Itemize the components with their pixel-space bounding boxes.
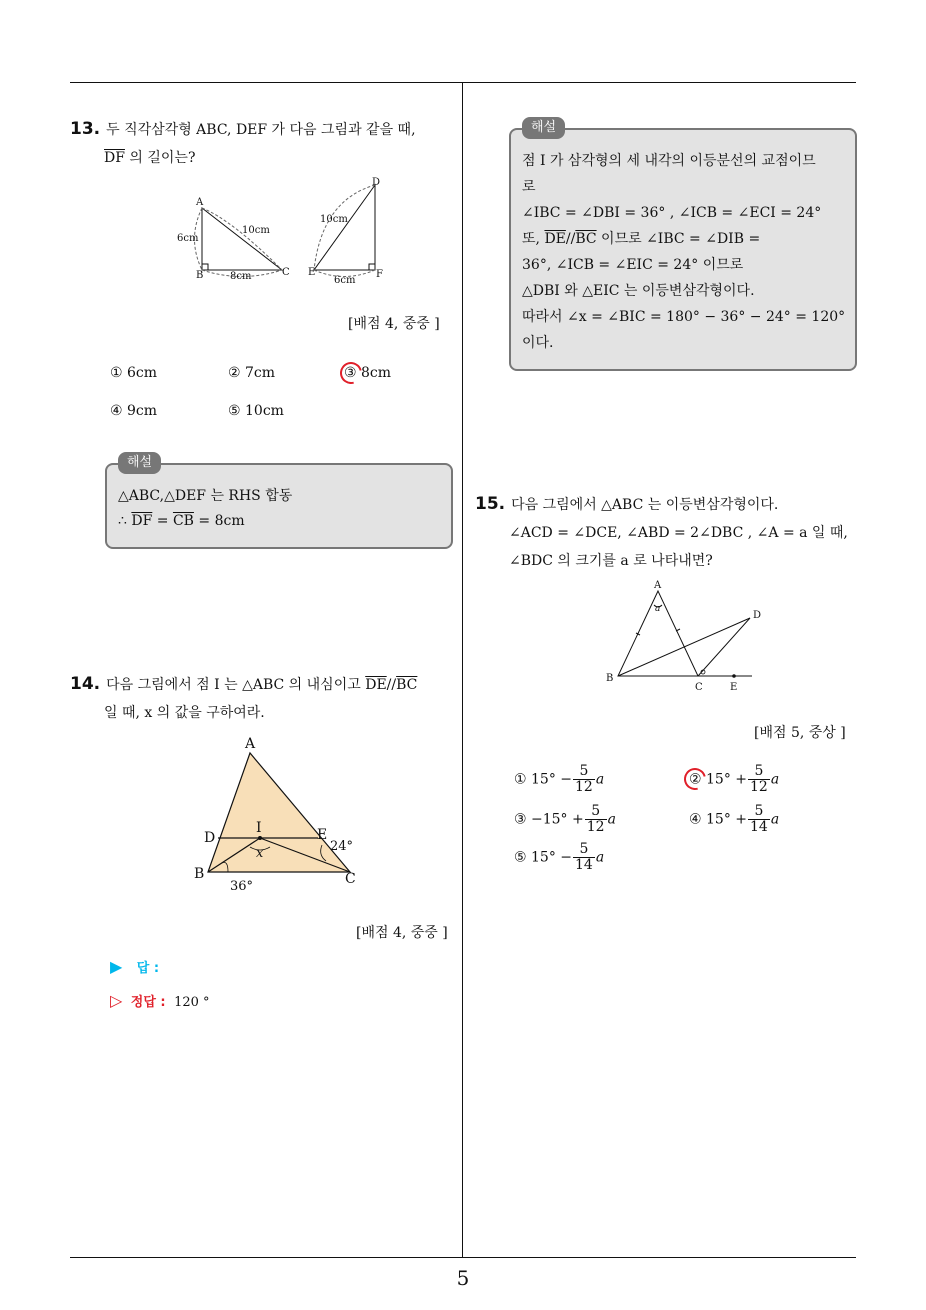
solution-line: 이다. (522, 335, 554, 351)
solution-line: ∠IBC = ∠DBI = 36° , ∠ICB = ∠ECI = 24° (522, 205, 822, 221)
label-angle-24: 24° (330, 839, 354, 854)
question-15 (475, 490, 865, 575)
label-a: A (654, 580, 662, 591)
footer-rule (70, 1257, 856, 1258)
question-text: 일 때, x 의 값을 구하여라. (104, 705, 265, 721)
solution-tab: 해설 (118, 452, 161, 474)
choice-5[interactable]: ⑤ 15° − $\frac{5}{14}$ a (514, 841, 605, 873)
label-d: D (204, 830, 216, 846)
label-angle-a: a (655, 604, 661, 614)
solution-line: 로 (522, 179, 536, 195)
label-f: F (376, 269, 383, 280)
question-text: 두 직각삼각형 ABC, DEF 가 다음 그림과 같을 때, (106, 122, 416, 138)
label-ef-length: 6cm (334, 275, 356, 285)
label-e: E (730, 682, 738, 693)
label-a: A (245, 736, 256, 752)
choice-3[interactable]: ③ 8cm (344, 365, 392, 381)
solution-line: 36°, ∠ICB = ∠EIC = 24° 이므로 (522, 257, 744, 273)
correct-value: 120 ° (174, 995, 210, 1010)
q13-meta: [배점 4, 중중 ] (348, 316, 440, 332)
label-e: E (308, 267, 316, 278)
question-number: 13. (70, 119, 101, 139)
label-e: E (317, 827, 328, 843)
question-text: ∠ACD = ∠DCE, ∠ABD = 2∠DBC , ∠A = a 일 때, (509, 525, 848, 541)
label-b: B (196, 270, 204, 281)
q14-meta: [배점 4, 중중 ] (356, 925, 448, 941)
label-ab-length: 6cm (177, 233, 199, 244)
label-ac-length: 10cm (242, 225, 270, 236)
column-divider (462, 82, 463, 1257)
header-rule (70, 82, 856, 83)
solution-tab: 해설 (522, 117, 565, 139)
answer-row (110, 957, 159, 976)
choice-3[interactable]: ③ −15° + $\frac{5}{12}$ a (514, 803, 616, 835)
choice-4[interactable]: ④ 15° + $\frac{5}{14}$ a (689, 803, 780, 835)
question-text: 다음 그림에서 △ABC 는 이등변삼각형이다. (511, 497, 779, 513)
question-number: 15. (475, 494, 506, 514)
segment-de: $\overline{DE}$ (544, 231, 566, 247)
q15-meta: [배점 5, 중상 ] (754, 725, 846, 741)
choice-2[interactable]: ② 7cm (228, 365, 276, 381)
correct-answer-row (110, 991, 210, 1010)
correct-label: 정답 : (130, 995, 166, 1010)
solution-text-14 (522, 148, 846, 356)
q14-figure (190, 735, 370, 895)
solution-text-13 (118, 484, 292, 534)
answer-label: 답 : (136, 961, 160, 976)
choice-1[interactable]: ① 6cm (110, 365, 158, 381)
label-b: B (194, 866, 205, 882)
label-d: D (372, 177, 381, 188)
segment-bc: $\overline{BC}$ (396, 677, 418, 693)
label-b: B (606, 673, 614, 684)
hollow-arrow-icon: ▷ (110, 991, 123, 1010)
segment-de: $\overline{DE}$ (365, 677, 387, 693)
label-de-length: 10cm (320, 214, 348, 225)
solution-line: △DBI 와 △EIC 는 이등변삼각형이다. (522, 283, 755, 299)
q15-figure (600, 575, 775, 700)
question-text: ∠BDC 의 크기를 a 로 나타내면? (509, 553, 713, 569)
label-d: D (753, 610, 762, 621)
label-i: I (256, 820, 262, 836)
label-c: C (345, 871, 356, 887)
segment-bc: $\overline{BC}$ (575, 231, 597, 247)
segment-cb: $\overline{CB}$ (172, 513, 194, 529)
play-arrow-icon: ▶ (110, 957, 123, 976)
question-text: 의 길이는? (124, 150, 196, 166)
segment-df: $\overline{DF}$ (104, 150, 125, 166)
question-text: 다음 그림에서 점 I 는 △ABC 의 내심이고 (106, 677, 366, 693)
label-c: C (695, 682, 703, 693)
q13-figure (172, 175, 392, 285)
choice-5[interactable]: ⑤ 10cm (228, 403, 284, 419)
question-14: 14. 다음 그림에서 점 I 는 △ABC 의 내심이고 $\overline{DE}//\overline{BC}$ 일 때, x 의 값을 구하여라. (70, 670, 460, 727)
solution-line: 따라서 ∠x = ∠BIC = 180° − 36° − 24° = 120° (522, 309, 846, 325)
correct-mark-icon (336, 358, 366, 388)
solution-line: △ABC,△DEF 는 RHS 합동 (118, 488, 293, 504)
solution-line: 또, $\overline{DE}//\overline{BC}$ 이므로 ∠IBC = ∠DIB = (522, 231, 761, 247)
label-x: x (256, 846, 264, 861)
segment-df: $\overline{DF}$ (131, 513, 153, 529)
label-a: A (196, 197, 204, 208)
question-number: 14. (70, 674, 101, 694)
choice-4[interactable]: ④ 9cm (110, 403, 158, 419)
label-bc-length: 8cm (230, 271, 252, 282)
label-angle-36: 36° (230, 879, 254, 894)
choice-1[interactable]: ① 15° − $\frac{5}{12}$ a (514, 763, 605, 795)
label-c: C (282, 267, 290, 278)
page-number: 5 (456, 1266, 470, 1290)
question-13 (70, 115, 460, 172)
choice-2[interactable]: ② 15° + $\frac{5}{12}$ a (689, 763, 780, 795)
solution-line: ∴ $\overline{DF} = \overline{CB} = 8cm$ (118, 513, 245, 529)
solution-line: 점 I 가 삼각형의 세 내각의 이등분선의 교점이므 (522, 153, 816, 169)
